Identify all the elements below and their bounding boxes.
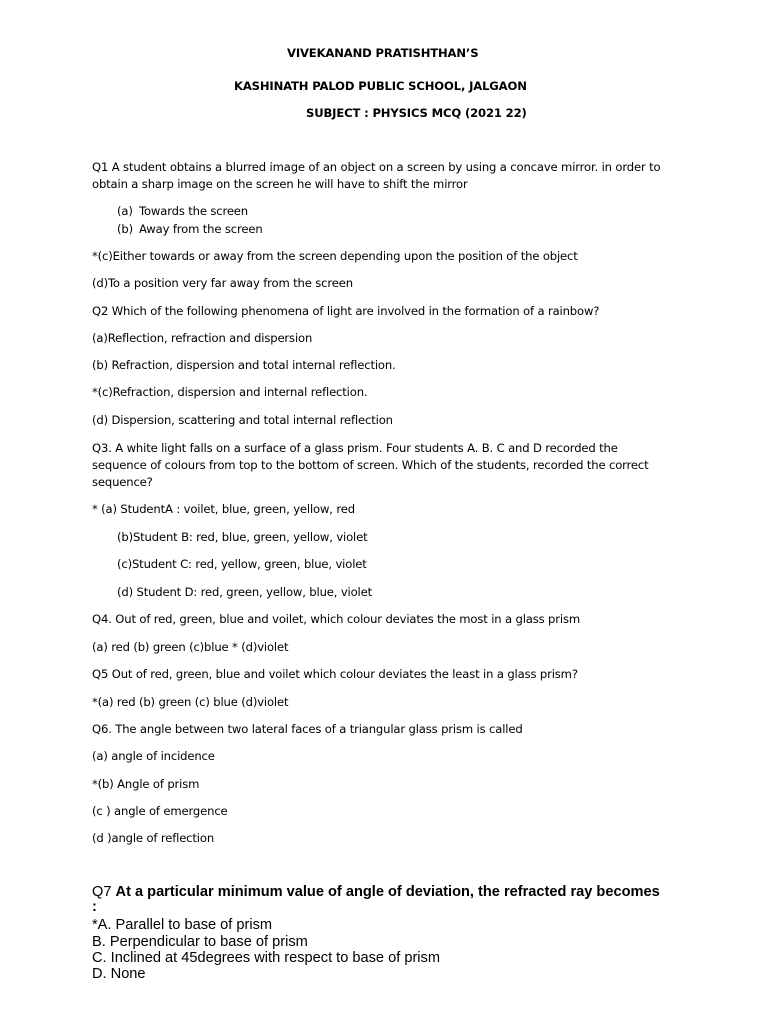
q3-option-c: (c)Student C: red, yellow, green, blue, violet xyxy=(117,557,367,571)
q3-stem-line3: sequence? xyxy=(92,475,153,489)
q1-option-a-marker: (a) xyxy=(117,204,133,218)
q4-stem: Q4. Out of red, green, blue and voilet, which colour deviates the most in a glass prism xyxy=(92,612,580,626)
q6-option-d: (d )angle of reflection xyxy=(92,831,215,845)
q3-option-b: (b)Student B: red, blue, green, yellow, violet xyxy=(117,530,368,544)
q7-stem xyxy=(92,884,660,900)
q7-stem-colon xyxy=(92,899,97,915)
q3-option-a: * (a) StudentA : voilet, blue, green, yellow, red xyxy=(92,502,355,516)
q2-option-a: (a)Reflection, refraction and dispersion xyxy=(92,331,313,345)
q7-number: Q7 xyxy=(92,884,116,900)
header-subject: SUBJECT : PHYSICS MCQ (2021 22) xyxy=(306,106,527,120)
q2-stem: Q2 Which of the following phenomena of light are involved in the formation of a rainbow? xyxy=(92,304,600,318)
q1-option-c: *(c)Either towards or away from the screen depending upon the position of the object xyxy=(92,249,578,263)
q6-option-c: (c ) angle of emergence xyxy=(92,804,228,818)
header-school-name: KASHINATH PALOD PUBLIC SCHOOL, JALGAON xyxy=(234,79,527,93)
q4-options: (a) red (b) green (c)blue * (d)violet xyxy=(92,640,289,654)
q1-stem-line1: Q1 A student obtains a blurred image of an object on a screen by using a concave mirror. in order to xyxy=(92,160,661,174)
q7-option-c: C. Inclined at 45degrees with respect to base of prism xyxy=(92,950,440,966)
q1-option-b: Away from the screen xyxy=(139,222,263,236)
header-organization: VIVEKANAND PRATISHTHAN’S xyxy=(287,46,479,60)
q7-stem-colon-text: : xyxy=(92,899,97,915)
q2-option-b: (b) Refraction, dispersion and total internal reflection. xyxy=(92,358,396,372)
q6-option-a: (a) angle of incidence xyxy=(92,749,215,763)
q3-stem-line2: sequence of colours from top to the bottom of screen. Which of the students, recorded the correct xyxy=(92,458,649,472)
q2-option-d: (d) Dispersion, scattering and total internal reflection xyxy=(92,413,393,427)
q7-stem-text: At a particular minimum value of angle of deviation, the refracted ray becomes xyxy=(115,884,660,900)
q5-options: *(a) red (b) green (c) blue (d)violet xyxy=(92,695,289,709)
q6-option-b: *(b) Angle of prism xyxy=(92,777,200,791)
q5-stem: Q5 Out of red, green, blue and voilet which colour deviates the least in a glass prism? xyxy=(92,667,578,681)
q1-option-b-marker: (b) xyxy=(117,222,133,236)
q2-option-c: *(c)Refraction, dispersion and internal reflection. xyxy=(92,385,368,399)
q7-option-b: B. Perpendicular to base of prism xyxy=(92,934,308,950)
q1-option-a: Towards the screen xyxy=(139,204,248,218)
q7-option-a: *A. Parallel to base of prism xyxy=(92,917,273,933)
q7-option-d: D. None xyxy=(92,966,146,982)
q6-stem: Q6. The angle between two lateral faces of a triangular glass prism is called xyxy=(92,722,523,736)
q3-option-d: (d) Student D: red, green, yellow, blue, violet xyxy=(117,585,373,599)
q1-stem-line2: obtain a sharp image on the screen he will have to shift the mirror xyxy=(92,177,468,191)
q3-stem-line1: Q3. A white light falls on a surface of a glass prism. Four students A. B. C and D recorded the xyxy=(92,441,618,455)
q1-option-d: (d)To a position very far away from the screen xyxy=(92,276,353,290)
